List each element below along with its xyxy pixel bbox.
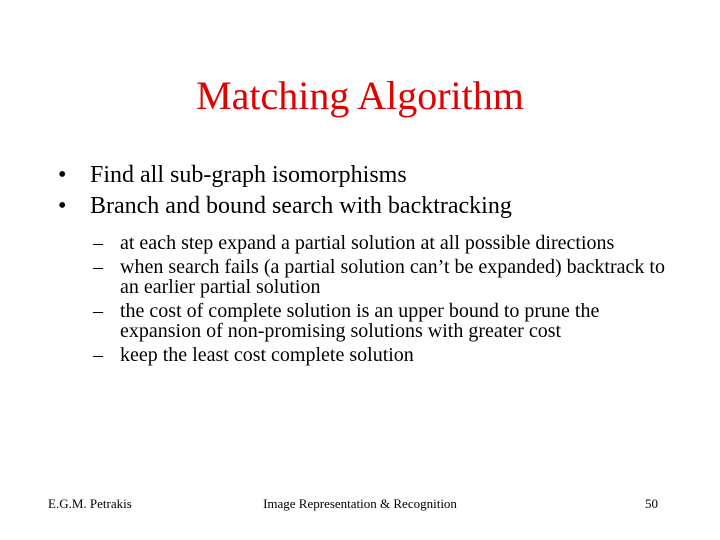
footer-course: Image Representation & Recognition — [263, 496, 457, 511]
subbullet-text: the cost of complete solution is an upper bound to prune the expansion of non-promising solutions with greater cost — [120, 300, 600, 342]
subbullet-item — [93, 233, 683, 253]
subbullet-list — [93, 233, 683, 369]
subbullet-text: at each step expand a partial solution at all possible directions — [120, 232, 615, 254]
subbullet-text: when search fails (a partial solution can’t be expanded) backtrack to an earlier partial solution — [120, 256, 665, 298]
bullet-item — [58, 160, 678, 191]
bullet-marker: • — [58, 162, 67, 188]
bullet-text: Branch and bound search with backtracking — [90, 193, 512, 219]
page-number: 50 — [645, 496, 658, 511]
dash-marker: – — [93, 256, 103, 278]
dash-marker: – — [93, 232, 103, 254]
footer-author: E.G.M. Petrakis — [48, 496, 132, 511]
subbullet-text: keep the least cost complete solution — [120, 344, 414, 366]
subbullet-item — [93, 257, 683, 297]
dash-marker: – — [93, 344, 103, 366]
bullet-list — [58, 160, 678, 222]
bullet-marker: • — [58, 193, 67, 219]
subbullet-item — [93, 345, 683, 365]
bullet-text: Find all sub-graph isomorphisms — [90, 162, 407, 188]
bullet-item — [58, 191, 678, 222]
dash-marker: – — [93, 300, 103, 322]
subbullet-item — [93, 301, 683, 341]
slide-title: Matching Algorithm — [196, 73, 524, 118]
